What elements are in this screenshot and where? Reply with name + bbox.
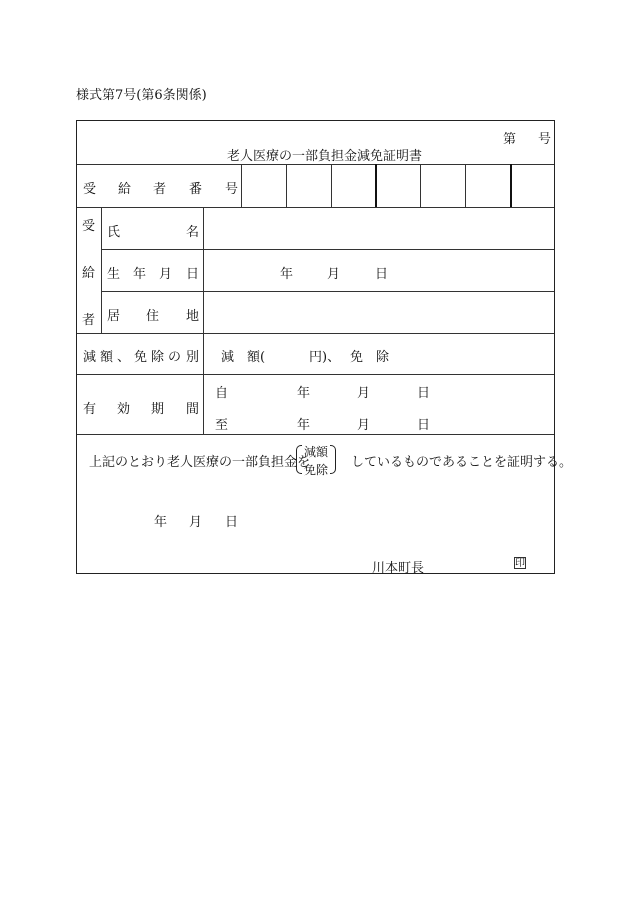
reduction-label-3: 、: [117, 350, 131, 365]
recipient-number-label-5: 号: [225, 182, 239, 197]
form-number-label: 様式第7号(第6条関係): [76, 88, 207, 103]
name-label-2: 名: [186, 225, 200, 240]
seal-mark: 印: [515, 558, 525, 569]
recipient-number-label-3: 者: [153, 182, 167, 197]
reduction-label-4: 免: [134, 350, 148, 365]
reduction-exempt-text: 免 除: [350, 350, 390, 365]
birth-label-2: 年: [133, 267, 147, 282]
name-label-1: 氏: [107, 225, 121, 240]
birth-label-1: 生: [107, 267, 121, 282]
reduction-label-2: 額: [100, 350, 114, 365]
recipient-number-label-4: 番: [189, 182, 203, 197]
validity-to-day: 日: [417, 418, 431, 433]
option-reduce: 減額: [304, 445, 329, 459]
validity-from-year: 年: [297, 386, 311, 401]
reduction-close-text: 円)、: [309, 350, 341, 365]
option-exempt: 免除: [304, 463, 329, 477]
validity-label-2: 効: [117, 402, 131, 417]
right-brace: [330, 445, 336, 474]
certification-day: 日: [225, 515, 239, 530]
recipient-group-label-1: 受: [82, 219, 96, 234]
address-label-1: 居: [107, 309, 121, 324]
certification-text-after: しているものであることを証明する。: [351, 455, 573, 470]
certification-year: 年: [154, 515, 168, 530]
validity-from-day: 日: [417, 386, 431, 401]
left-brace: [296, 445, 302, 474]
validity-label-4: 間: [186, 402, 200, 417]
validity-to-label: 至: [215, 418, 229, 433]
recipient-group-label-3: 者: [82, 313, 96, 328]
validity-label-1: 有: [83, 402, 97, 417]
birth-label-4: 日: [186, 267, 200, 282]
birth-day: 日: [375, 267, 389, 282]
number-go-label: 号: [538, 132, 552, 147]
reduction-label-5: 除: [151, 350, 165, 365]
validity-label-3: 期: [151, 402, 165, 417]
form-title: 老人医療の一部負担金減免証明書: [227, 149, 423, 164]
certification-text-before: 上記のとおり老人医療の一部負担金を: [89, 455, 311, 470]
issuer-name: 川本町長: [372, 561, 425, 576]
reduction-reduce-text: 減 額(: [221, 350, 266, 365]
certification-month: 月: [189, 515, 203, 530]
recipient-number-label-1: 受: [83, 182, 97, 197]
birth-year: 年: [280, 267, 294, 282]
address-label-2: 住: [146, 309, 160, 324]
address-label-3: 地: [186, 309, 200, 324]
birth-month: 月: [327, 267, 341, 282]
reduction-label-7: 別: [186, 350, 200, 365]
reduction-label-1: 減: [83, 350, 97, 365]
reduction-label-6: の: [168, 350, 182, 365]
validity-to-month: 月: [357, 418, 371, 433]
validity-from-label: 自: [215, 386, 229, 401]
validity-from-month: 月: [357, 386, 371, 401]
number-dai-label: 第: [503, 132, 517, 147]
recipient-group-label-2: 給: [82, 266, 96, 281]
recipient-number-label-2: 給: [118, 182, 132, 197]
birth-label-3: 月: [159, 267, 173, 282]
validity-to-year: 年: [297, 418, 311, 433]
